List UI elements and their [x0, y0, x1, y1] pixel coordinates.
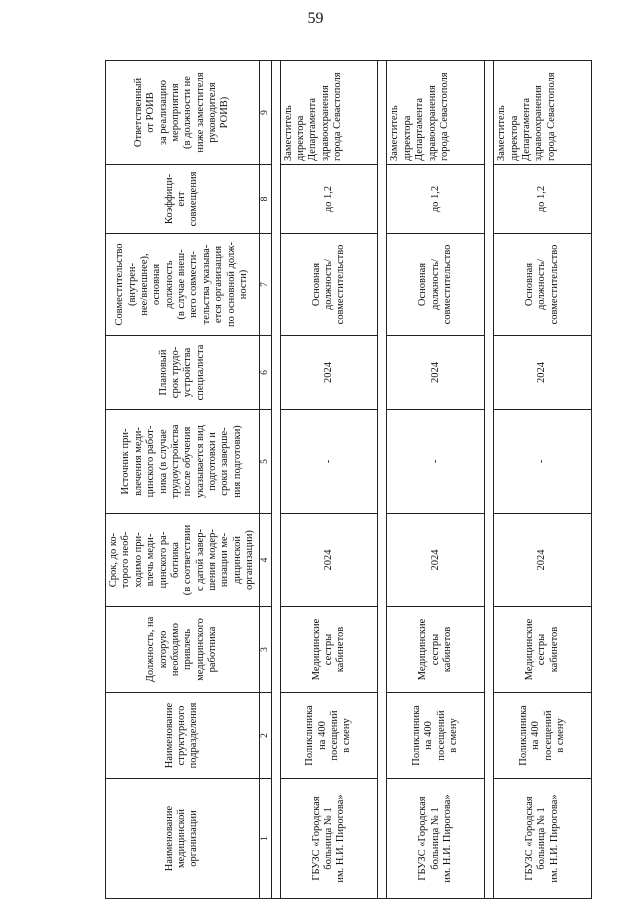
column-number: 8 [259, 165, 271, 234]
header-cell: Ответственный от РОИВ за реализацию мероприятия (в должности не ниже заместителя руководителя РОИВ) [106, 61, 260, 165]
planned-cell: 2024 [494, 336, 592, 410]
column-number: 4 [259, 514, 271, 607]
source-cell: - [280, 410, 378, 514]
coefficient-cell: до 1,2 [494, 165, 592, 234]
combination-cell: Основная должность/ совместительство [387, 234, 485, 336]
header-cell: Источник при- влечения меди- цинского работ- ника (в случае трудоустройства после обучения указывается вид подготовки и сроки заверше- ния подготовки) [106, 410, 260, 514]
row-gap [271, 61, 280, 899]
unit-cell: Поликлиника на 400 посещений в смену [494, 693, 592, 779]
column-number: 5 [259, 410, 271, 514]
row-gap [378, 61, 387, 899]
source-cell: - [387, 410, 485, 514]
responsible-cell: Заместитель директора Департамента здравоохранения города Севастополя [387, 61, 485, 165]
column-number: 3 [259, 607, 271, 693]
deadline-cell: 2024 [280, 514, 378, 607]
unit-cell: Поликлиника на 400 посещений в смену [387, 693, 485, 779]
header-cell: Плановый срок трудо- устройства специалиста [106, 336, 260, 410]
table-row [494, 61, 592, 899]
org-cell: ГБУЗС «Городская больница № 1 им. Н.И. Пирогова» [387, 779, 485, 899]
responsible-cell: Заместитель директора Департамента здравоохранения города Севастополя [494, 61, 592, 165]
row-gap [485, 61, 494, 899]
rotated-table-frame [105, 61, 592, 899]
position-cell: Медицинские сестры кабинетов [494, 607, 592, 693]
header-cell: Коэффици- ент совмещения [106, 165, 260, 234]
combination-cell: Основная должность/ совместительство [494, 234, 592, 336]
table-rotator [105, 61, 592, 899]
responsible-cell: Заместитель директора Департамента здравоохранения города Севастополя [280, 61, 378, 165]
org-cell: ГБУЗС «Городская больница № 1 им. Н.И. Пирогова» [280, 779, 378, 899]
deadline-cell: 2024 [494, 514, 592, 607]
header-cell: Наименование структурного подразделения [106, 693, 260, 779]
deadline-cell: 2024 [387, 514, 485, 607]
planned-cell: 2024 [387, 336, 485, 410]
coefficient-cell: до 1,2 [387, 165, 485, 234]
planned-cell: 2024 [280, 336, 378, 410]
page-number: 59 [307, 10, 324, 27]
header-cell: Наименование медицинской организации [106, 779, 260, 899]
column-number-row [259, 61, 271, 899]
position-cell: Медицинские сестры кабинетов [280, 607, 378, 693]
column-number: 1 [259, 779, 271, 899]
table-row [280, 61, 378, 899]
column-number: 6 [259, 336, 271, 410]
column-number: 9 [259, 61, 271, 165]
column-number: 7 [259, 234, 271, 336]
header-cell: Должность, на которую необходимо привлечь медицинского работника [106, 607, 260, 693]
column-number: 2 [259, 693, 271, 779]
org-cell: ГБУЗС «Городская больница № 1 им. Н.И. Пирогова» [494, 779, 592, 899]
unit-cell: Поликлиника на 400 посещений в смену [280, 693, 378, 779]
position-cell: Медицинские сестры кабинетов [387, 607, 485, 693]
staffing-table [105, 60, 592, 899]
header-cell: Совместительство (внутрен- нее/внешнее), основная должность (в случае внеш- него совмести- тельства указыва- ется организация по основной долж- ности) [106, 234, 260, 336]
table-row [387, 61, 485, 899]
source-cell: - [494, 410, 592, 514]
header-cell: Срок, до ко- торого необ- ходимо при- влечь меди- цинского ра- ботника (в соответствии с датой завер- шения модер- низации ме- дицинской организации) [106, 514, 260, 607]
table-header-row [106, 61, 260, 899]
coefficient-cell: до 1,2 [280, 165, 378, 234]
combination-cell: Основная должность/ совместительство [280, 234, 378, 336]
